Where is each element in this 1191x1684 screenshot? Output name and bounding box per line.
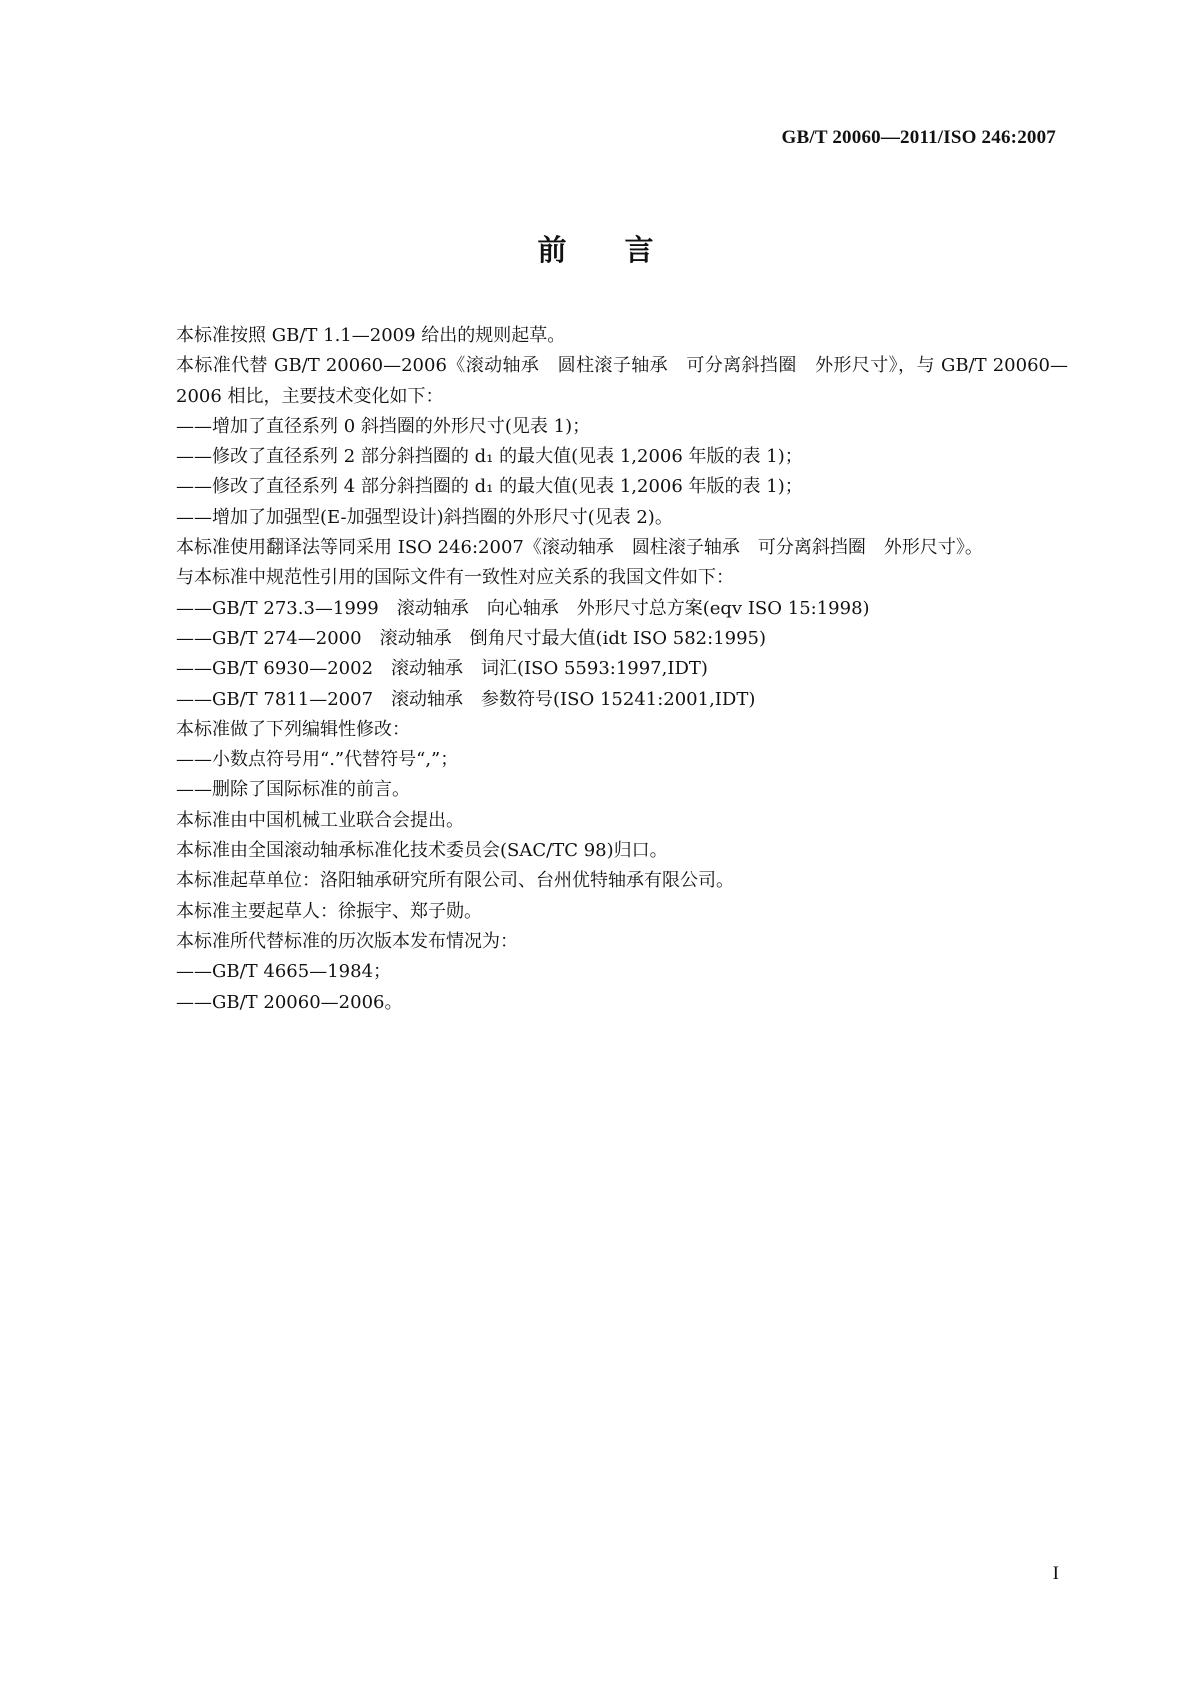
paragraph: 本标准做了下列编辑性修改： [176, 718, 410, 740]
paragraph: 与本标准中规范性引用的国际文件有一致性对应关系的我国文件如下： [176, 567, 734, 589]
standard-code: GB/T 20060—2011/ISO 246:2007 [781, 127, 1056, 148]
page-title: 前言 [537, 233, 712, 267]
list-item: ——小数点符号用“.”代替符号“,”； [176, 749, 459, 771]
list-item: ——删除了国际标准的前言。 [176, 779, 410, 801]
paragraph: 本标准由中国机械工业联合会提出。 [176, 809, 464, 831]
list-item: ——GB/T 4665—1984； [176, 961, 392, 983]
list-item: ——修改了直径系列 4 部分斜挡圈的 d₁ 的最大值(见表 1,2006 年版的表 1)； [176, 476, 803, 498]
paragraph: 本标准由全国滚动轴承标准化技术委员会(SAC/TC 98)归口。 [176, 840, 668, 862]
paragraph: 本标准所代替标准的历次版本发布情况为： [176, 930, 518, 952]
list-item: ——增加了加强型(E-加强型设计)斜挡圈的外形尺寸(见表 2)。 [176, 506, 673, 528]
list-item: ——GB/T 20060—2006。 [176, 991, 403, 1013]
list-item: ——GB/T 7811—2007 滚动轴承 参数符号(ISO 15241:2001,IDT) [176, 688, 756, 710]
paragraph: 本标准主要起草人：徐振宇、郑子勋。 [176, 900, 482, 922]
paragraph: 本标准使用翻译法等同采用 ISO 246:2007《滚动轴承 圆柱滚子轴承 可分离斜挡圈 外形尺寸》。 [176, 537, 983, 559]
paragraph: 本标准按照 GB/T 1.1—2009 给出的规则起草。 [176, 325, 566, 346]
list-item: ——GB/T 273.3—1999 滚动轴承 向心轴承 外形尺寸总方案(eqv ISO 15:1998) [176, 597, 870, 619]
list-item: ——增加了直径系列 0 斜挡圈的外形尺寸(见表 1)； [176, 415, 591, 437]
list-item: ——修改了直径系列 2 部分斜挡圈的 d₁ 的最大值(见表 1,2006 年版的表 1)； [176, 446, 803, 468]
list-item: ——GB/T 274—2000 滚动轴承 倒角尺寸最大值(idt ISO 582:1995) [176, 627, 766, 649]
paragraph: 本标准代替 GB/T 20060—2006《滚动轴承 圆柱滚子轴承 可分离斜挡圈 外形尺寸》，与 GB/T 20060—2006 相比，主要技术变化如下： [176, 355, 1068, 407]
list-item: ——GB/T 6930—2002 滚动轴承 词汇(ISO 5593:1997,IDT) [176, 658, 708, 680]
document-body [139, 321, 1068, 1018]
paragraph: 本标准起草单位：洛阳轴承研究所有限公司、台州优特轴承有限公司。 [176, 870, 734, 892]
page-number: I [1052, 1563, 1059, 1584]
